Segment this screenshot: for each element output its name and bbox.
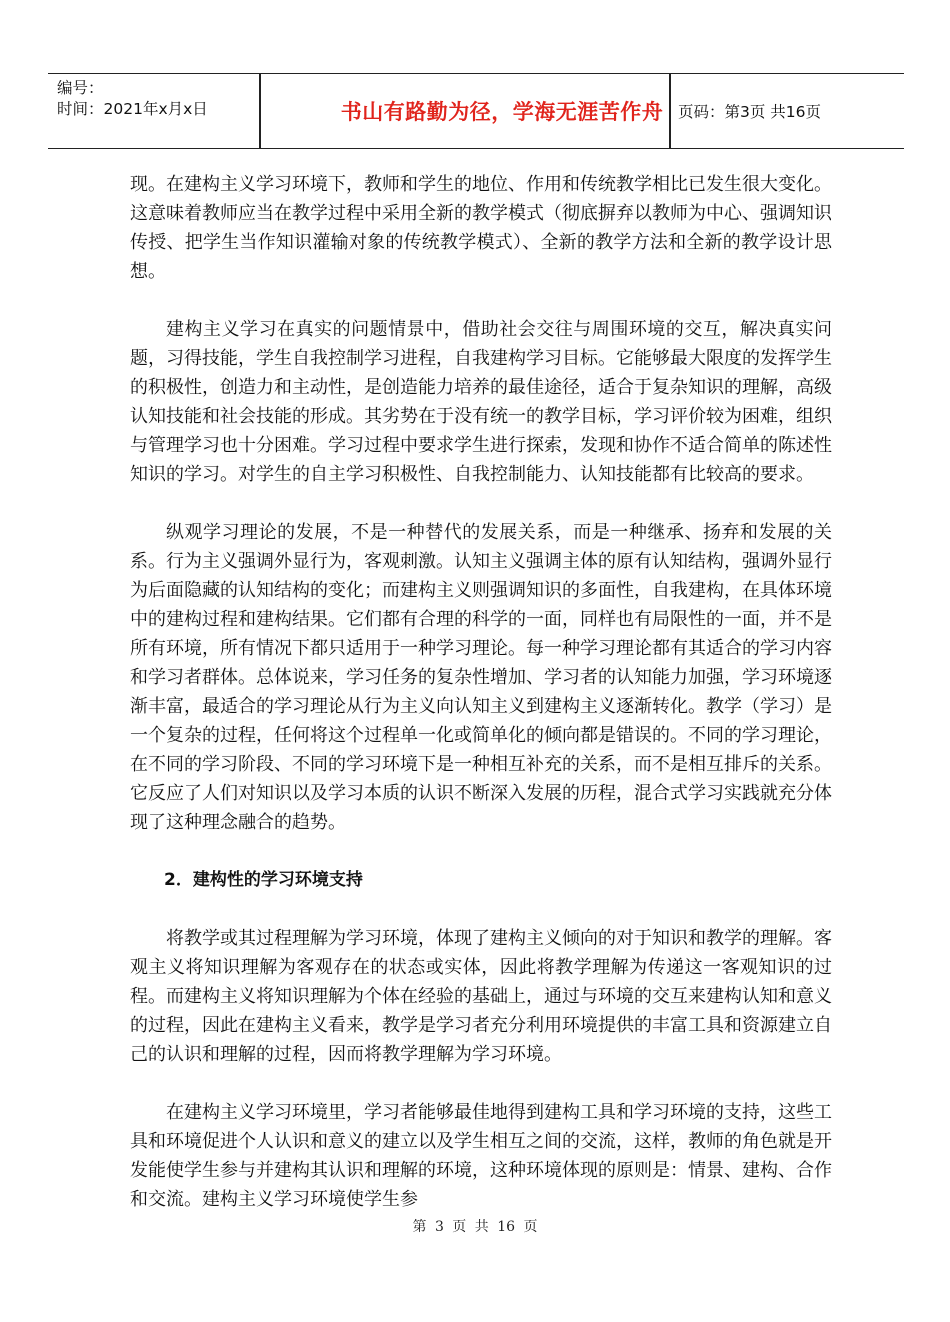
header-motto: 书山有路勤为径，学海无涯苦作舟 — [340, 100, 664, 124]
header-divider-right — [669, 74, 671, 148]
body-paragraph-1: 现。在建构主义学习环境下，教师和学生的地位、作用和传统教学相比已发生很大变化。这意味着教师应当在教学过程中采用全新的教学模式（彻底摒弃以教师为中心、强调知识传授、把学生当作知识灌输对象的传统教学模式）、全新的教学方法和全新的教学设计思想。 — [130, 174, 832, 282]
body-paragraph-5: 在建构主义学习环境里，学习者能够最佳地得到建构工具和学习环境的支持，这些工具和环境促进个人认识和意义的建立以及学生相互之间的交流，这样，教师的角色就是开发能使学生参与并建构其认识和理解的环境，这种环境体现的原则是：情景、建构、合作和交流。建构主义学习环境使学生参 — [130, 1102, 832, 1210]
body-paragraph-2: 建构主义学习在真实的问题情景中，借助社会交往与周围环境的交互，解决真实问题，习得技能，学生自我控制学习进程，自我建构学习目标。它能够最大限度的发挥学生的积极性，创造力和主动性，是创造能力培养的最佳途径，适合于复杂知识的理解，高级认知技能和社会技能的形成。其劣势在于没有统一的教学目标，学习评价较为困难，组织与管理学习也十分困难。学习过程中要求学生进行探索，发现和协作不适合简单的陈述性知识的学习。对学生的自主学习积极性、自我控制能力、认知技能都有比较高的要求。 — [130, 319, 832, 485]
page-header — [48, 73, 904, 149]
header-meta — [57, 78, 287, 120]
body-paragraph-4: 将教学或其过程理解为学习环境，体现了建构主义倾向的对于知识和教学的理解。客观主义将知识理解为客观存在的状态或实体，因此将教学理解为传递这一客观知识的过程。而建构主义将知识理解为个体在经验的基础上，通过与环境的交互来建构认知和意义的过程，因此在建构主义看来，教学是学习者充分利用环境提供的丰富工具和资源建立自己的认识和理解的过程，因而将教学理解为学习环境。 — [130, 928, 832, 1065]
doc-number-label: 编号： — [57, 79, 104, 97]
time-label: 时间：2021年x月x日 — [57, 100, 208, 118]
header-divider-left — [259, 74, 261, 148]
header-page-info: 页码：第3页 共16页 — [678, 103, 822, 121]
section-heading: 2．建构性的学习环境支持 — [164, 870, 363, 890]
body-paragraph-3: 纵观学习理论的发展，不是一种替代的发展关系，而是一种继承、扬弃和发展的关系。行为主义强调外显行为，客观刺激。认知主义强调主体的原有认知结构，强调外显行为后面隐藏的认知结构的变化；而建构主义则强调知识的多面性，自我建构，在具体环境中的建构过程和建构结果。它们都有合理的科学的一面，同样也有局限性的一面，并不是所有环境，所有情况下都只适用于一种学习理论。每一种学习理论都有其适合的学习内容和学习者群体。总体说来，学习任务的复杂性增加、学习者的认知能力加强，学习环境逐渐丰富，最适合的学习理论从行为主义向认知主义到建构主义逐渐转化。教学（学习）是一个复杂的过程，任何将这个过程单一化或简单化的倾向都是错误的。不同的学习理论，在不同的学习阶段、不同的学习环境下是一种相互补充的关系，而不是相互排斥的关系。它反应了人们对知识以及学习本质的认识不断深入发展的历程，混合式学习实践就充分体现了这种理念融合的趋势。 — [130, 522, 832, 833]
document-body — [130, 170, 832, 1243]
page-footer: 第 3 页 共 16 页 — [412, 1219, 538, 1235]
